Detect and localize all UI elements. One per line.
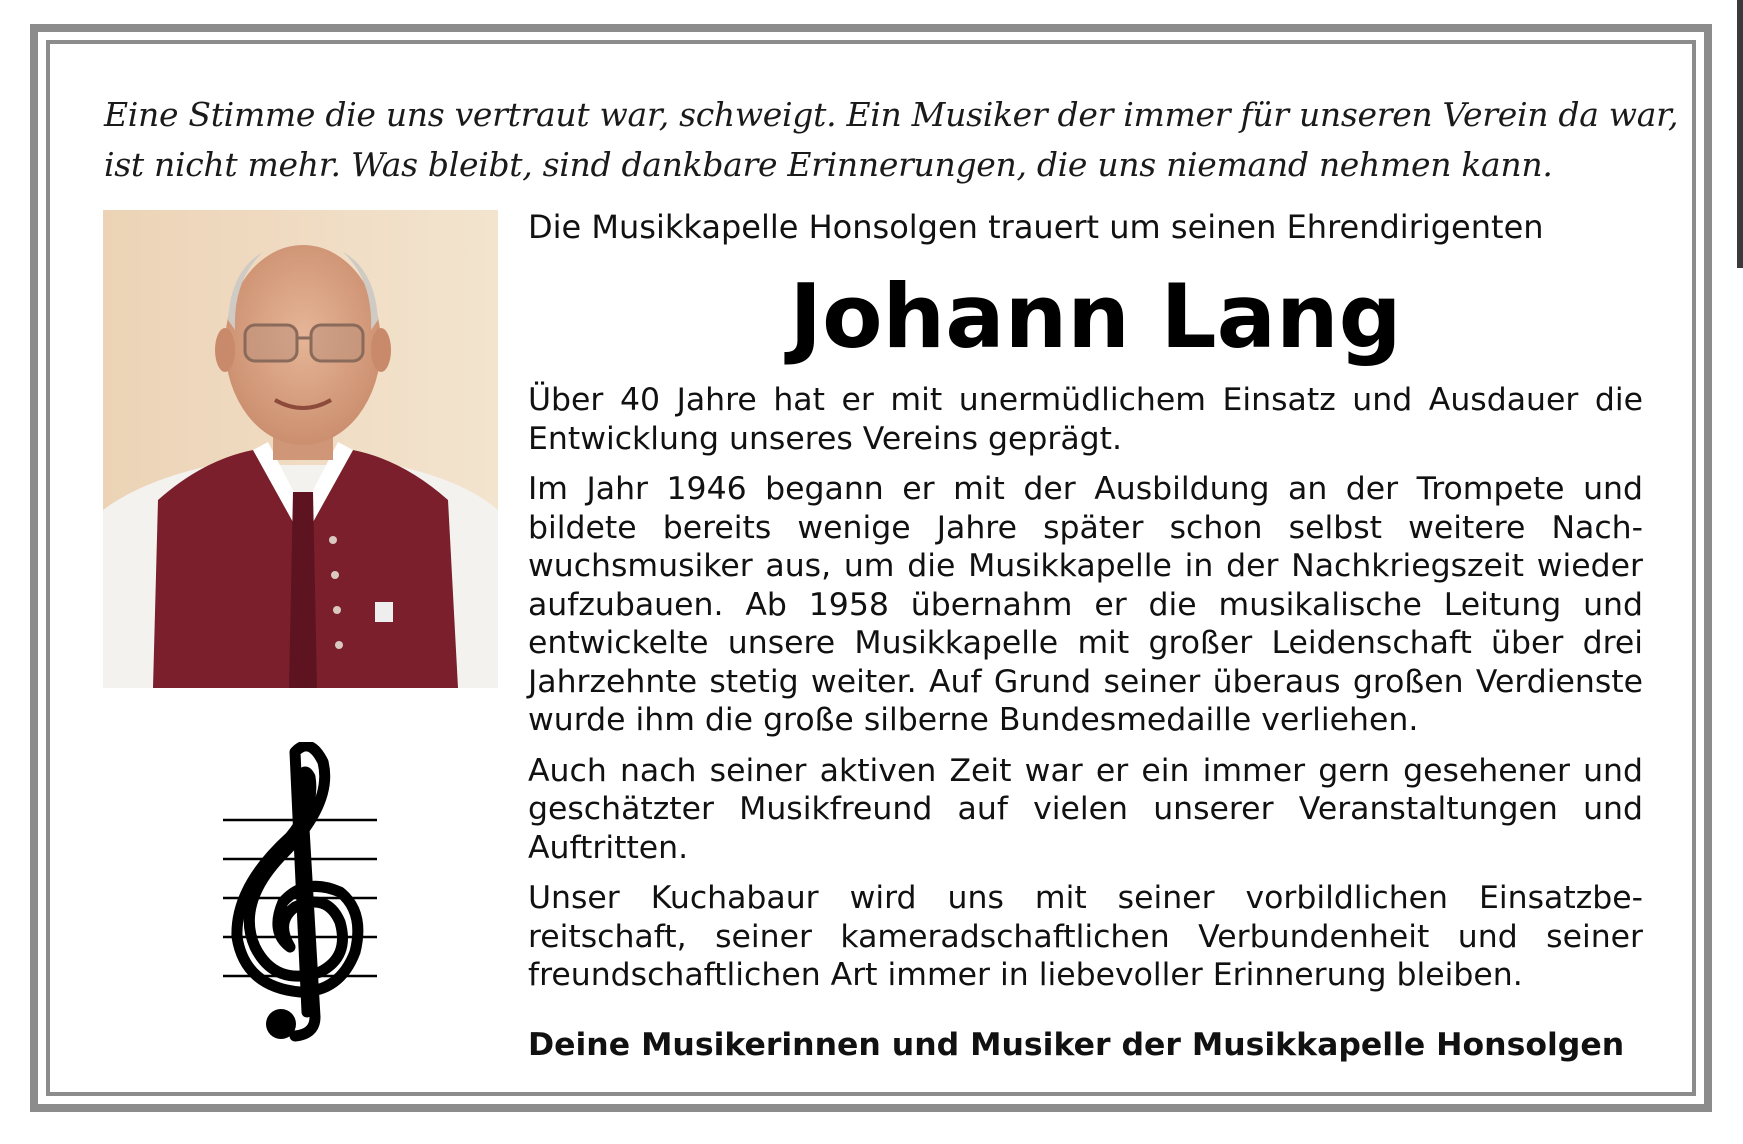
body-paragraph-1: Über 40 Jahre hat er mit unermüdlichem Einsatz und Ausdauer die Entwicklung unseres Vereins geprägt. [528, 382, 1643, 457]
body-paragraph-4: Unser Kuchabaur wird uns mit seiner vorbildlichen Einsatzbereitschaft, seiner kameradschaftlichen Verbundenheit und seiner freundschaftlichen Art immer in liebevoller Erinnerung bleiben. [528, 880, 1643, 993]
announcement-subtitle: Die Musikkapelle Honsolgen trauert um seinen Ehrendirigenten [528, 208, 1544, 246]
obituary-text-column [528, 205, 1643, 1065]
portrait-photo-icon [103, 210, 498, 688]
body-paragraph-3: Auch nach seiner aktiven Zeit war er ein immer gern gesehener und geschätzter Musikfreund auf vielen unserer Veranstaltungen und Auftritten. [528, 752, 1643, 866]
deceased-name: Johann Lang [789, 265, 1402, 368]
body-paragraph-2: Im Jahr 1946 begann er mit der Ausbildung an der Trompete und bildete bereits wenige Jahre später schon selbst weitere Nachwuchsmusiker aus, um die Musikkapelle in der Nachkriegszeit wieder aufzubauen. Ab 1958 übernahm er die musikalische Leitung und entwickelte unsere Musikkapelle mit großer Leidenschaft über drei Jahrzehnte stetig weiter. Auf Grund seiner überaus großen Verdienste wurde ihm die große silberne Bundesmedaille verliehen. [528, 471, 1643, 738]
edge-mark [1737, 0, 1743, 268]
signature: Deine Musikerinnen und Musiker der Musikkapelle Honsolgen [528, 1026, 1625, 1063]
treble-clef-icon [215, 742, 385, 1042]
intro-quote-line-2: ist nicht mehr. Was bleibt, sind dankbare Erinnerungen, die uns niemand nehmen kann. [104, 145, 1553, 184]
intro-quote-line-1: Eine Stimme die uns vertraut war, schweigt. Ein Musiker der immer für unseren Verein da war, [104, 95, 1679, 134]
intro-quote [104, 90, 1679, 190]
